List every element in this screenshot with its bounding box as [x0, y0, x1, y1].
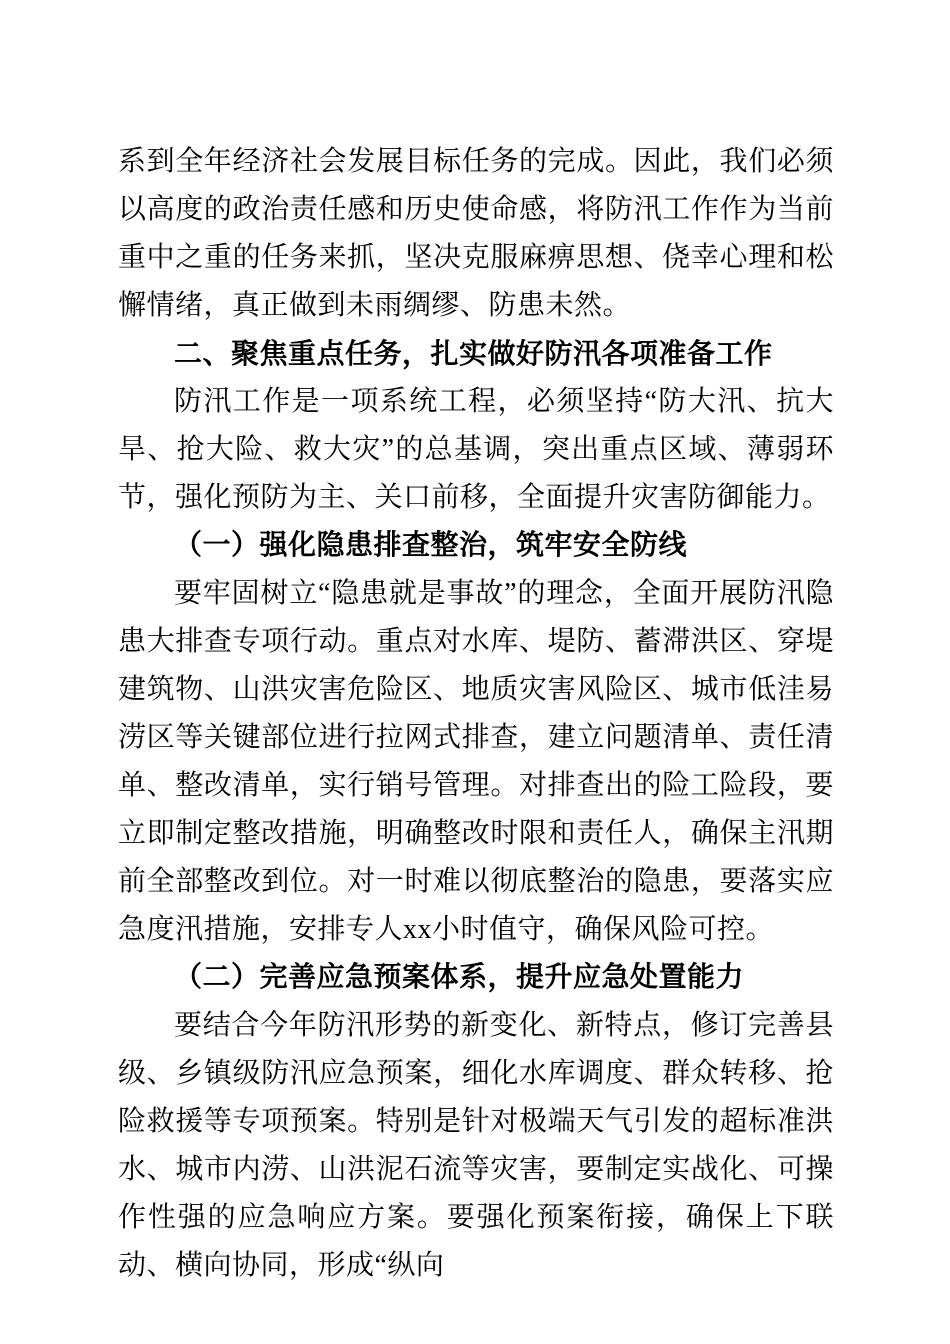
subsection-heading-2: （二）完善应急预案体系，提升应急处置能力: [174, 962, 745, 993]
paragraph-intro: 防汛工作是一项系统工程，必须坚持“防大汛、抗大旱、抢大险、救大灾”的总基调，突出重点区域、薄弱环节，强化预防为主、关口前移，全面提升灾害防御能力。: [118, 386, 834, 513]
paragraph-continuation: 系到全年经济社会发展目标任务的完成。因此，我们必须以高度的政治责任感和历史使命感，将防汛工作作为当前重中之重的任务来抓，坚决克服麻痹思想、侥幸心理和松懈情绪，真正做到未雨绸缪、防患未然。: [118, 146, 834, 321]
paragraph-emergency-plan: 要结合今年防汛形势的新变化、新特点，修订完善县级、乡镇级防汛应急预案，细化水库调度、群众转移、抢险救援等专项预案。特别是针对极端天气引发的超标准洪水、城市内涝、山洪泥石流等灾害，要制定实战化、可操作性强的应急响应方案。要强化预案衔接，确保上下联动、横向协同，形成“纵向: [118, 1010, 834, 1281]
subsection-heading-1: （一）强化隐患排查整治，筑牢安全防线: [174, 530, 688, 561]
paragraph-hidden-danger-inspection: 要牢固树立“隐患就是事故”的理念，全面开展防汛隐患大排查专项行动。重点对水库、堤防、蓄滞洪区、穿堤建筑物、山洪灾害危险区、地质灾害风险区、城市低洼易涝区等关键部位进行拉网式排查，建立问题清单、责任清单、整改清单，实行销号管理。对排查出的险工险段，要立即制定整改措施，明确整改时限和责任人，确保主汛期前全部整改到位。对一时难以彻底整治的隐患，要落实应急度汛措施，安排专人xx小时值守，确保风险可控。: [118, 578, 834, 945]
section-heading: 二、聚焦重点任务，扎实做好防汛各项准备工作: [174, 338, 773, 369]
